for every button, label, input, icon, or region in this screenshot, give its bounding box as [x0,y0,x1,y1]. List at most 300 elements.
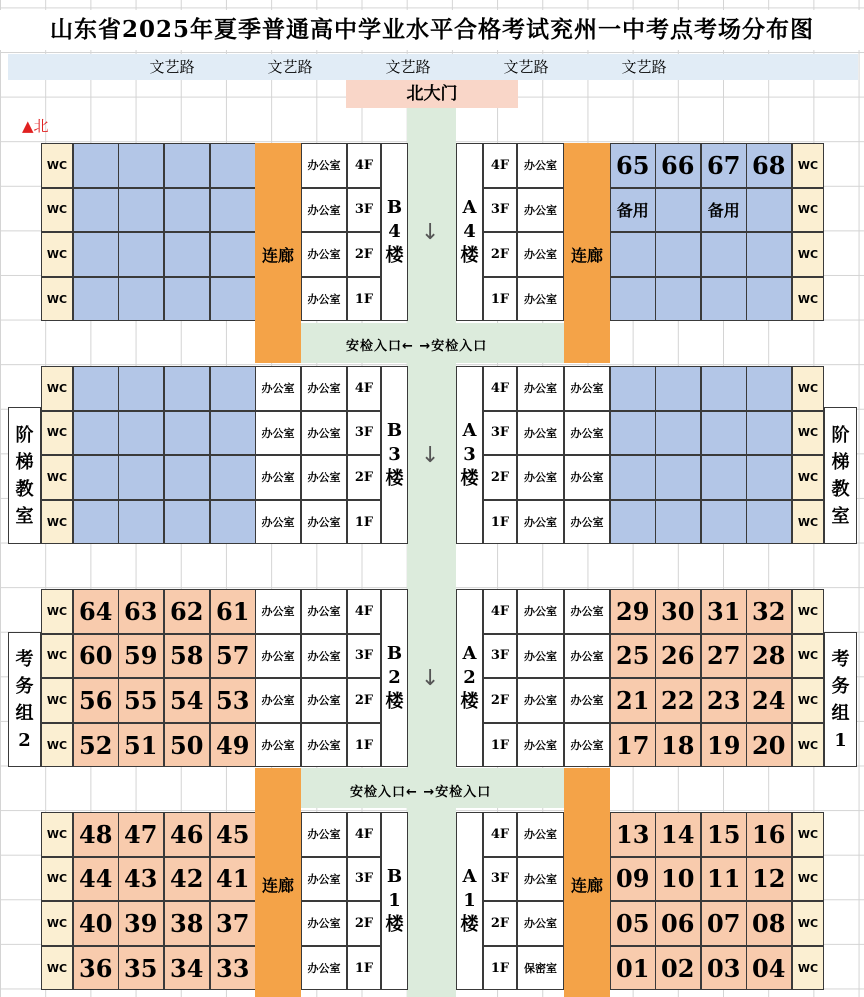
floor-label: 2F [483,901,517,946]
floor-label: 4F [483,812,517,857]
classroom-unassigned [164,411,210,456]
road-label: 文艺路 [267,58,313,76]
exam-room: 10 [655,857,701,902]
exam-affairs-office-char: 考 [831,648,850,670]
exam-affairs-office-char: 务 [831,675,850,697]
corridor-char: 廊 [278,246,295,265]
building-label-char: 3 [463,444,476,466]
exam-room: 23 [701,678,747,723]
floor-label: 3F [347,857,381,902]
exam-room: 09 [610,857,656,902]
exam-room: 43 [118,857,164,902]
building-label-char: A [462,643,477,665]
exam-affairs-office-char: 务 [15,675,34,697]
office-room: 办公室 [255,723,301,768]
exam-room: 31 [701,589,747,634]
restroom-b: WC [41,500,73,545]
restroom-b: WC [41,857,73,902]
floor-label: 3F [347,634,381,679]
office-room: 办公室 [517,277,564,322]
classroom-unassigned [210,455,256,500]
exam-room: 19 [701,723,747,768]
exam-affairs-office [824,632,857,767]
floor-label: 4F [483,589,517,634]
exam-room: 65 [610,143,656,188]
floor-label: 3F [483,634,517,679]
exam-room: 60 [73,634,119,679]
exam-affairs-office-char: 2 [18,729,31,751]
floor-label: 1F [483,946,517,991]
building-label-char: 楼 [460,468,479,490]
exam-room: 49 [210,723,256,768]
exam-room: 20 [746,723,792,768]
exam-room: 59 [118,634,164,679]
classroom-unassigned [701,366,747,411]
building-label-char: 4 [463,221,476,243]
exam-room: 32 [746,589,792,634]
lecture-hall [8,407,41,544]
floor-label: 4F [483,143,517,188]
exam-room: 34 [164,946,210,991]
standby-note: 备用 [610,188,656,233]
classroom-unassigned [164,500,210,545]
building-label-char: 楼 [460,245,479,267]
building-label-char: 楼 [385,691,404,713]
office-room: 办公室 [301,723,347,768]
building-label [381,143,408,321]
building-label-char: 4 [388,221,401,243]
exam-room: 53 [210,678,256,723]
restroom-b: WC [41,143,73,188]
restroom-a: WC [792,589,824,634]
classroom-unassigned [210,188,256,233]
office-room: 办公室 [517,500,564,545]
restroom-a: WC [792,634,824,679]
classroom-unassigned [118,455,164,500]
office-room: 办公室 [517,188,564,233]
office-room: 办公室 [517,678,564,723]
lecture-hall-char: 室 [831,505,850,527]
restroom-b: WC [41,366,73,411]
floor-label: 2F [347,678,381,723]
office-room: 办公室 [564,678,610,723]
floor-label: 4F [483,366,517,411]
restroom-a: WC [792,678,824,723]
restroom-b: WC [41,678,73,723]
lecture-hall-char: 梯 [831,451,850,473]
office-room: 办公室 [564,366,610,411]
office-room: 办公室 [517,857,564,902]
corridor-char: 廊 [278,875,295,895]
exam-room: 55 [118,678,164,723]
north-gate: 北大门 [346,80,518,108]
building-label-char: 2 [463,667,476,689]
building-label-char: 1 [388,890,401,912]
restroom-b: WC [41,723,73,768]
floor-label: 2F [483,232,517,277]
classroom-unassigned [610,411,656,456]
exam-room: 45 [210,812,256,857]
lecture-hall-char: 教 [831,478,850,500]
office-room: 办公室 [301,812,347,857]
building-label-char: 楼 [385,245,404,267]
building-label-char: 2 [388,667,401,689]
corridor [255,768,301,997]
office-room: 办公室 [301,277,347,322]
restroom-a: WC [792,857,824,902]
classroom-unassigned [210,366,256,411]
restroom-a: WC [792,946,824,991]
restroom-b: WC [41,634,73,679]
classroom-reserved [655,232,701,277]
security-checkpoint-upper: 安检入口← →安检入口 [346,339,488,354]
standby-note [746,188,792,233]
classroom-unassigned [746,366,792,411]
building-label-char: B [386,866,403,888]
building-label-char: B [386,420,403,442]
exam-room: 01 [610,946,656,991]
classroom-unassigned [164,455,210,500]
office-room: 办公室 [517,411,564,456]
exam-room: 21 [610,678,656,723]
standby-note: 备用 [701,188,747,233]
restroom-a: WC [792,366,824,411]
restroom-b: WC [41,277,73,322]
restroom-b: WC [41,188,73,233]
building-label-char: B [386,197,403,219]
office-room: 办公室 [301,678,347,723]
classroom-unassigned [701,500,747,545]
classroom-unassigned [118,143,164,188]
exam-affairs-office [8,632,41,767]
classroom-unassigned [118,500,164,545]
road-label: 文艺路 [149,58,195,76]
classroom-unassigned [118,411,164,456]
exam-room: 67 [701,143,747,188]
classroom-unassigned [118,277,164,322]
down-arrow-icon: ↓ [421,443,440,468]
floor-label: 2F [347,455,381,500]
lecture-hall-char: 室 [15,505,34,527]
floor-label: 3F [483,857,517,902]
map-title: 山东省2025年夏季普通高中学业水平合格考试兖州一中考点考场分布图 [0,10,864,50]
exam-room: 07 [701,901,747,946]
classroom-reserved [746,232,792,277]
classroom-unassigned [701,411,747,456]
exam-room: 22 [655,678,701,723]
restroom-a: WC [792,455,824,500]
exam-affairs-office-char: 组 [15,702,34,724]
office-room: 办公室 [564,500,610,545]
restroom-b: WC [41,946,73,991]
building-label-char: A [462,420,477,442]
north-indicator: ▲北 [22,117,49,135]
floor-label: 2F [347,232,381,277]
security-checkpoint-lower: 安检入口← →安检入口 [350,785,492,800]
classroom-unassigned [164,143,210,188]
down-arrow-icon: ↓ [421,220,440,245]
exam-room: 40 [73,901,119,946]
floor-label: 2F [347,901,381,946]
restroom-a: WC [792,232,824,277]
corridor-char: 连 [261,246,278,265]
classroom-unassigned [73,500,119,545]
floor-label: 3F [483,188,517,233]
exam-room: 51 [118,723,164,768]
office-room: 办公室 [301,500,347,545]
exam-affairs-office-char: 考 [15,648,34,670]
classroom-unassigned [73,411,119,456]
floor-label: 4F [347,143,381,188]
classroom-unassigned [746,455,792,500]
road-label: 文艺路 [385,58,431,76]
exam-room: 30 [655,589,701,634]
restroom-b: WC [41,411,73,456]
exam-room: 05 [610,901,656,946]
exam-affairs-office-char: 1 [834,729,847,751]
exam-room: 04 [746,946,792,991]
exam-room: 18 [655,723,701,768]
floor-label: 4F [347,589,381,634]
building-label-char: 1 [463,890,476,912]
exam-room: 08 [746,901,792,946]
classroom-unassigned [73,277,119,322]
exam-room: 26 [655,634,701,679]
exam-room: 54 [164,678,210,723]
restroom-a: WC [792,500,824,545]
exam-room: 17 [610,723,656,768]
floor-label: 1F [483,277,517,322]
building-label-char: 楼 [385,914,404,936]
classroom-reserved [610,232,656,277]
exam-room: 02 [655,946,701,991]
corridor-char: 连 [570,246,587,265]
floor-label: 1F [347,500,381,545]
classroom-unassigned [118,232,164,277]
building-label [456,589,483,767]
corridor [564,768,610,997]
office-room: 办公室 [564,634,610,679]
exam-room: 35 [118,946,164,991]
building-label-char: B [386,643,403,665]
exam-room: 37 [210,901,256,946]
exam-affairs-office-char: 组 [831,702,850,724]
classroom-reserved [655,277,701,322]
office-room: 办公室 [564,589,610,634]
road-label: 文艺路 [621,58,667,76]
office-room: 办公室 [255,455,301,500]
standby-note [655,188,701,233]
building-label-char: A [462,866,477,888]
restroom-b: WC [41,812,73,857]
office-room: 办公室 [517,455,564,500]
building-label-char: A [462,197,477,219]
floor-label: 2F [483,455,517,500]
classroom-unassigned [701,455,747,500]
office-room: 办公室 [517,812,564,857]
classroom-unassigned [655,500,701,545]
classroom-unassigned [655,411,701,456]
building-label [381,589,408,767]
building-label-char: 楼 [385,468,404,490]
classroom-reserved [746,277,792,322]
exam-room: 03 [701,946,747,991]
lecture-hall-char: 梯 [15,451,34,473]
exam-room: 33 [210,946,256,991]
exam-room: 27 [701,634,747,679]
classroom-unassigned [210,277,256,322]
classroom-unassigned [118,188,164,233]
floor-label: 1F [483,500,517,545]
floor-label: 1F [347,277,381,322]
exam-room: 62 [164,589,210,634]
office-room: 办公室 [517,143,564,188]
office-room: 办公室 [301,411,347,456]
classroom-reserved [701,232,747,277]
restroom-b: WC [41,901,73,946]
exam-room: 56 [73,678,119,723]
exam-room: 61 [210,589,256,634]
exam-room: 63 [118,589,164,634]
exam-room: 68 [746,143,792,188]
restroom-a: WC [792,143,824,188]
down-arrow-icon: ↓ [421,666,440,691]
classroom-unassigned [73,455,119,500]
office-room: 办公室 [517,232,564,277]
exam-room: 06 [655,901,701,946]
classroom-unassigned [164,188,210,233]
classroom-unassigned [210,143,256,188]
secret-room: 保密室 [517,946,564,991]
exam-room: 25 [610,634,656,679]
exam-room: 24 [746,678,792,723]
exam-room: 58 [164,634,210,679]
exam-room: 41 [210,857,256,902]
office-room: 办公室 [301,946,347,991]
office-room: 办公室 [301,589,347,634]
office-room: 办公室 [301,455,347,500]
restroom-a: WC [792,188,824,233]
office-room: 办公室 [255,634,301,679]
lecture-hall-char: 阶 [831,424,850,446]
classroom-unassigned [655,366,701,411]
classroom-unassigned [655,455,701,500]
corridor [564,143,610,363]
office-room: 办公室 [301,232,347,277]
exam-room: 39 [118,901,164,946]
lecture-hall-char: 教 [15,478,34,500]
classroom-unassigned [610,455,656,500]
exam-room: 11 [701,857,747,902]
classroom-unassigned [610,500,656,545]
exam-room: 42 [164,857,210,902]
classroom-reserved [610,277,656,322]
office-room: 办公室 [301,366,347,411]
restroom-a: WC [792,901,824,946]
classroom-reserved [701,277,747,322]
restroom-a: WC [792,277,824,322]
classroom-unassigned [210,232,256,277]
floor-label: 2F [483,678,517,723]
building-label [456,366,483,544]
office-room: 办公室 [564,723,610,768]
corridor-char: 连 [570,875,587,895]
building-label [381,812,408,990]
exam-room: 48 [73,812,119,857]
floor-label: 3F [483,411,517,456]
lecture-hall [824,407,857,544]
restroom-a: WC [792,411,824,456]
restroom-a: WC [792,812,824,857]
classroom-unassigned [73,143,119,188]
office-room: 办公室 [301,634,347,679]
classroom-unassigned [164,277,210,322]
building-label [381,366,408,544]
classroom-unassigned [746,500,792,545]
classroom-unassigned [73,188,119,233]
office-room: 办公室 [517,901,564,946]
restroom-a: WC [792,723,824,768]
corridor-char: 连 [261,875,278,895]
office-room: 办公室 [301,901,347,946]
exam-room: 52 [73,723,119,768]
restroom-b: WC [41,455,73,500]
exam-room: 12 [746,857,792,902]
office-room: 办公室 [564,411,610,456]
north-road [8,54,858,80]
office-room: 办公室 [255,411,301,456]
office-room: 办公室 [301,188,347,233]
exam-room: 38 [164,901,210,946]
exam-room: 14 [655,812,701,857]
office-room: 办公室 [255,678,301,723]
office-room: 办公室 [301,143,347,188]
floor-label: 1F [483,723,517,768]
exam-room: 16 [746,812,792,857]
office-room: 办公室 [255,366,301,411]
lecture-hall-char: 阶 [15,424,34,446]
corridor-char: 廊 [587,875,604,895]
building-label [456,812,483,990]
building-label-char: 楼 [460,691,479,713]
classroom-unassigned [164,366,210,411]
exam-room: 28 [746,634,792,679]
exam-room: 66 [655,143,701,188]
exam-room: 44 [73,857,119,902]
exam-room: 46 [164,812,210,857]
office-room: 办公室 [517,366,564,411]
office-room: 办公室 [255,589,301,634]
office-room: 办公室 [564,455,610,500]
exam-room: 47 [118,812,164,857]
exam-room: 15 [701,812,747,857]
floor-label: 3F [347,188,381,233]
classroom-unassigned [164,232,210,277]
road-label: 文艺路 [503,58,549,76]
exam-room: 50 [164,723,210,768]
exam-room: 36 [73,946,119,991]
classroom-unassigned [210,500,256,545]
classroom-unassigned [118,366,164,411]
office-room: 办公室 [255,500,301,545]
building-label-char: 3 [388,444,401,466]
exam-room: 57 [210,634,256,679]
restroom-b: WC [41,232,73,277]
classroom-unassigned [73,232,119,277]
floor-label: 4F [347,812,381,857]
exam-room: 13 [610,812,656,857]
exam-room: 64 [73,589,119,634]
